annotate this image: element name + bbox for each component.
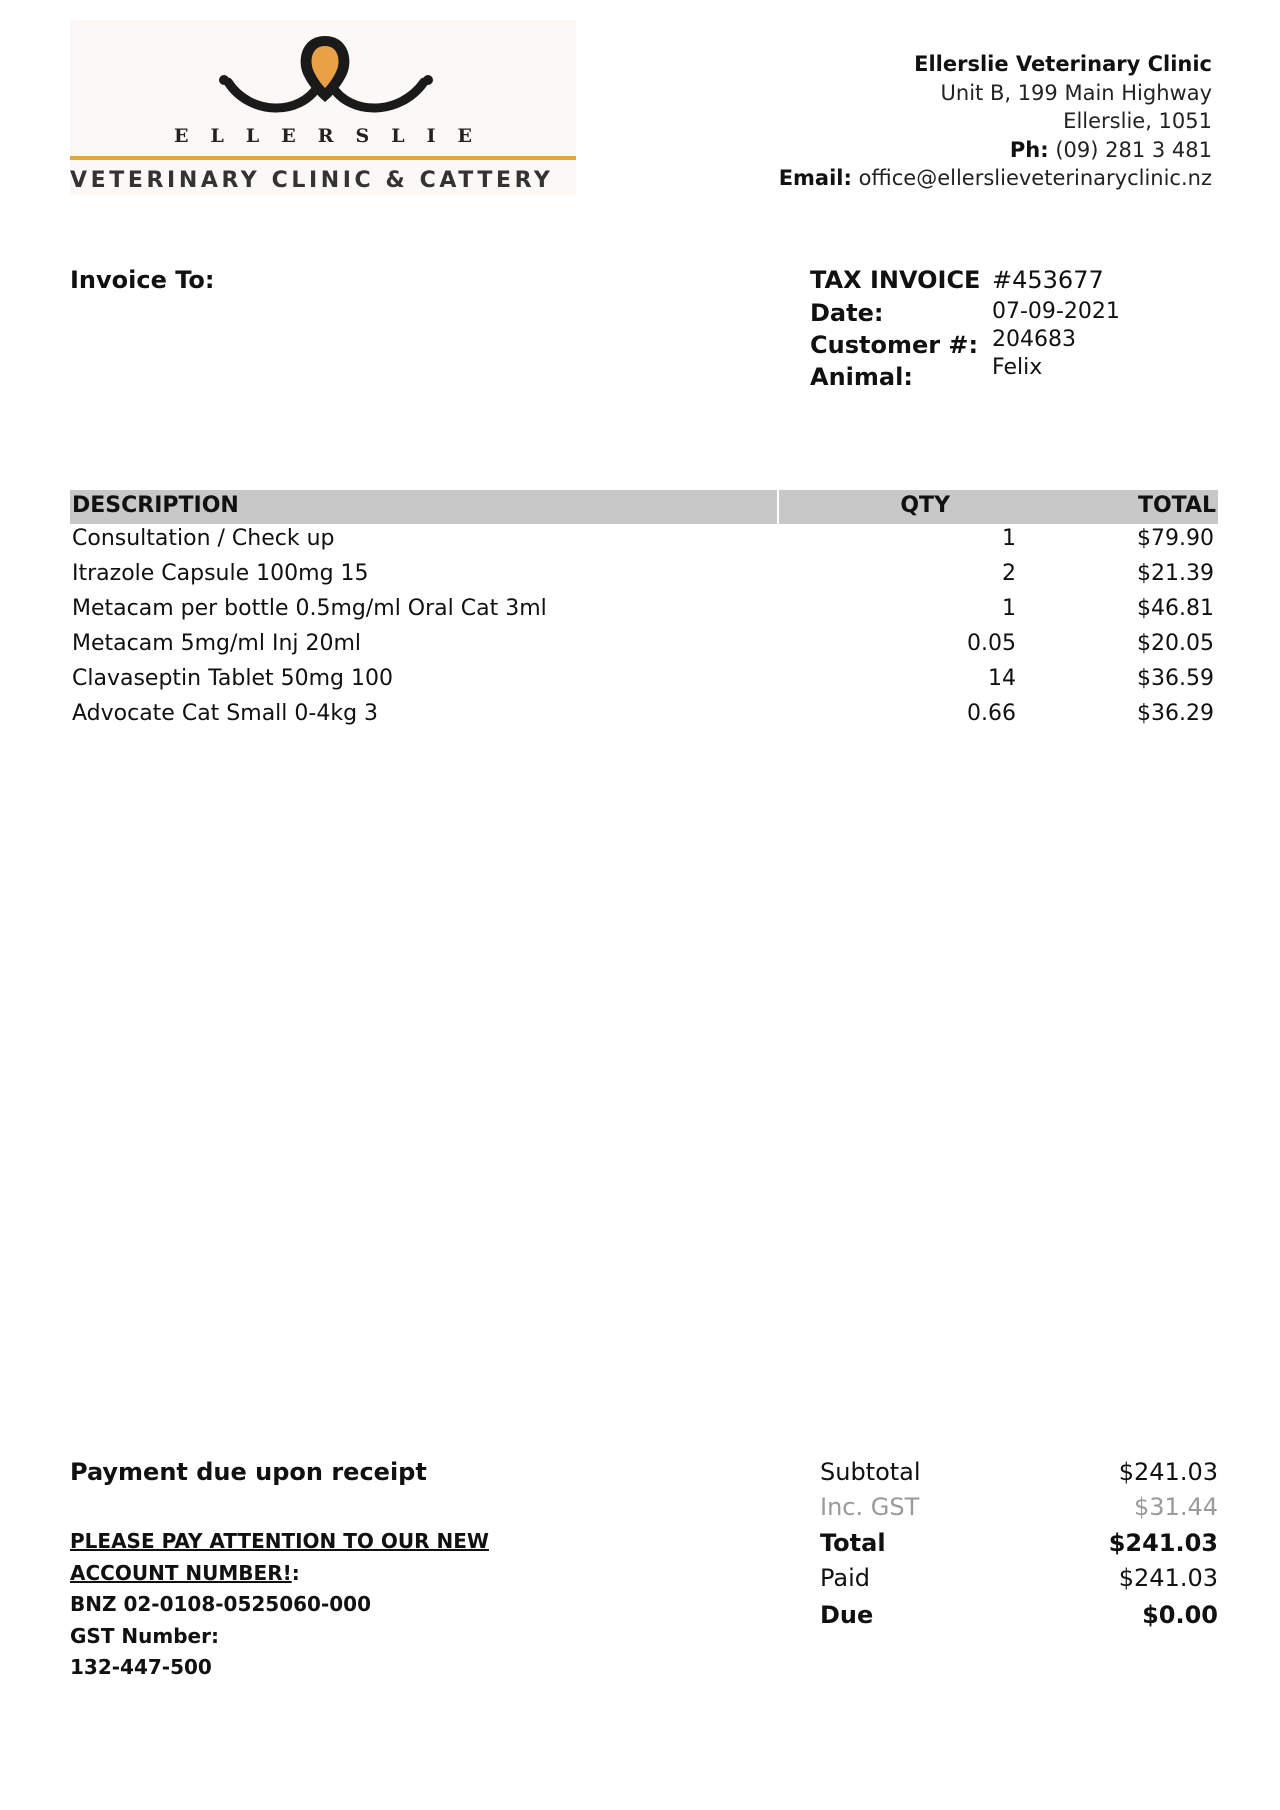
- row-description: Clavaseptin Tablet 50mg 100: [72, 666, 393, 691]
- animal-label: Animal:: [810, 363, 913, 391]
- invoice-date: 07-09-2021: [992, 299, 1120, 324]
- animal-name: Felix: [992, 355, 1043, 380]
- total-value: $241.03: [1108, 1529, 1218, 1557]
- cat-smile-logo-icon: [210, 20, 440, 130]
- payment-terms: Payment due upon receipt: [70, 1458, 427, 1486]
- clinic-address-line1: Unit B, 199 Main Highway: [940, 80, 1212, 105]
- paid-label: Paid: [820, 1564, 871, 1592]
- logo-subtitle: VETERINARY CLINIC & CATTERY: [70, 168, 554, 193]
- date-label: Date:: [810, 299, 884, 327]
- due-label: Due: [820, 1601, 874, 1629]
- row-total: $46.81: [1137, 596, 1214, 621]
- row-total: $36.59: [1137, 666, 1214, 691]
- customer-number-label: Customer #:: [810, 331, 979, 359]
- table-row: [72, 666, 1218, 702]
- email-label: Email:: [778, 166, 852, 190]
- gst-number-label: GST Number:: [70, 1623, 219, 1648]
- clinic-logo: [70, 20, 576, 195]
- logo-divider: [70, 156, 576, 160]
- due-value: $0.00: [1142, 1601, 1218, 1629]
- table-row: [72, 631, 1218, 667]
- column-header-qty: QTY: [900, 493, 950, 518]
- paid-value: $241.03: [1118, 1564, 1218, 1592]
- gst-label: Inc. GST: [820, 1493, 920, 1521]
- gst-value: $31.44: [1134, 1493, 1218, 1521]
- clinic-address-line2: Ellerslie, 1051: [1063, 109, 1212, 133]
- account-warning-suffix: :: [291, 1560, 300, 1585]
- row-qty: 0.66: [967, 701, 1016, 726]
- phone-label: Ph:: [1009, 137, 1049, 162]
- table-row: [72, 596, 1218, 632]
- row-total: $21.39: [1137, 561, 1214, 586]
- clinic-contact-block: [779, 50, 1212, 193]
- subtotal-label: Subtotal: [820, 1458, 921, 1486]
- customer-number: 204683: [992, 327, 1076, 352]
- row-qty: 1: [1002, 596, 1016, 621]
- clinic-email-row: [779, 164, 1212, 193]
- line-items-table-header: [70, 490, 1218, 524]
- subtotal-value: $241.03: [1118, 1458, 1218, 1486]
- table-row: [72, 701, 1218, 737]
- row-description: Itrazole Capsule 100mg 15: [72, 561, 369, 586]
- bank-account-block: [70, 1526, 550, 1684]
- header-divider: [777, 490, 779, 524]
- row-total: $36.29: [1137, 701, 1214, 726]
- bank-account-number: BNZ 02-0108-0525060-000: [70, 1592, 372, 1616]
- row-total: $79.90: [1137, 526, 1214, 551]
- clinic-phone-row: [779, 136, 1212, 165]
- clinic-phone: (09) 281 3 481: [1055, 137, 1212, 162]
- row-qty: 1: [1002, 526, 1016, 551]
- account-warning-line2: ACCOUNT NUMBER!: [70, 1560, 292, 1585]
- row-qty: 2: [1002, 561, 1016, 586]
- column-header-description: DESCRIPTION: [72, 493, 239, 518]
- row-description: Advocate Cat Small 0-4kg 3: [72, 701, 379, 726]
- account-warning-line1: PLEASE PAY ATTENTION TO OUR NEW: [70, 1529, 489, 1553]
- invoice-number: #453677: [992, 266, 1104, 294]
- invoice-to-label: Invoice To:: [70, 266, 215, 294]
- logo-wordmark: ELLERSLIE: [174, 125, 494, 147]
- column-header-total: TOTAL: [1137, 493, 1216, 518]
- gst-number: 132-447-500: [70, 1655, 212, 1679]
- account-warning-row: [70, 1558, 550, 1590]
- table-row: [72, 526, 1218, 562]
- row-description: Metacam 5mg/ml Inj 20ml: [72, 631, 362, 656]
- row-qty: 0.05: [967, 631, 1016, 656]
- row-description: Consultation / Check up: [72, 526, 335, 551]
- total-label: Total: [820, 1529, 886, 1557]
- row-description: Metacam per bottle 0.5mg/ml Oral Cat 3ml: [72, 596, 547, 621]
- row-total: $20.05: [1137, 631, 1214, 656]
- clinic-email: office@ellerslieveterinaryclinic.nz: [858, 166, 1212, 190]
- tax-invoice-label: TAX INVOICE: [810, 266, 981, 294]
- table-row: [72, 561, 1218, 597]
- row-qty: 14: [988, 666, 1016, 691]
- clinic-name: Ellerslie Veterinary Clinic: [914, 52, 1212, 76]
